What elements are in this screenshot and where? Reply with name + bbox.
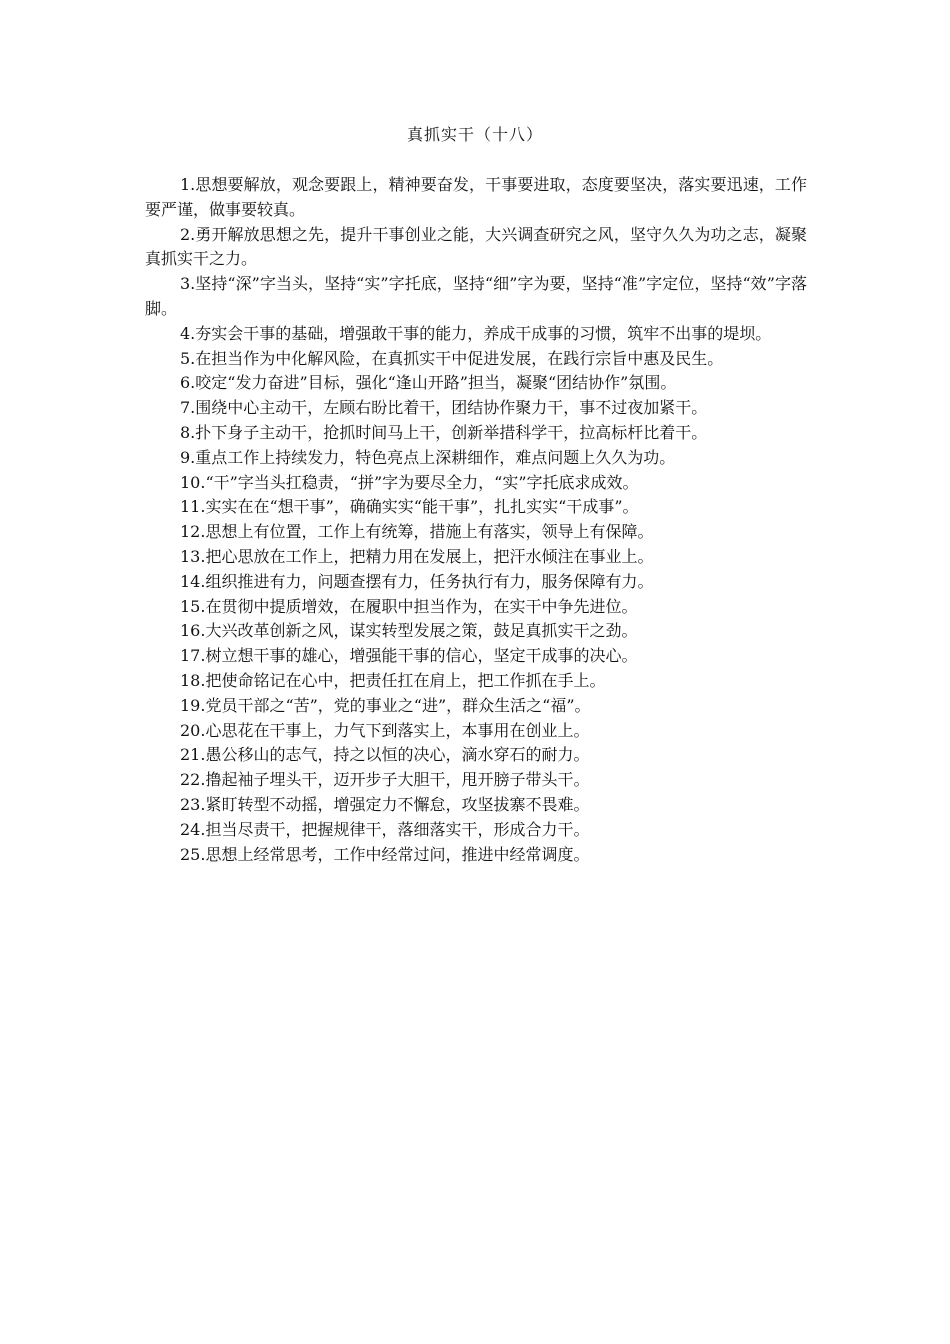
item-list: [145, 173, 807, 867]
list-item: 8.扑下身子主动干，抢抓时间马上干，创新举措科学干，拉高标杆比着干。: [180, 422, 708, 442]
list-item: 14.组织推进有力，问题查摆有力，任务执行有力，服务保障有力。: [180, 571, 654, 591]
list-item: 10.“干”字当头扛稳责，“拼”字为要尽全力，“实”字托底求成效。: [180, 472, 639, 492]
list-item: 13.把心思放在工作上，把精力用在发展上，把汗水倾注在事业上。: [180, 546, 654, 566]
list-item: 25.思想上经常思考，工作中经常过问，推进中经常调度。: [180, 844, 590, 864]
list-item: 9.重点工作上持续发力，特色亮点上深耕细作，难点问题上久久为功。: [180, 447, 676, 467]
list-item: 24.担当尽责干，把握规律干，落细落实干，形成合力干。: [180, 819, 590, 839]
list-item: 17.树立想干事的雄心，增强能干事的信心，坚定干成事的决心。: [180, 646, 638, 666]
list-item: 2.勇开解放思想之先，提升干事创业之能，大兴调查研究之风，坚守久久为功之志，凝聚真抓实干之力。: [145, 224, 807, 269]
list-item: 6.咬定“发力奋进”目标，强化“逢山开路”担当，凝聚“团结协作”氛围。: [180, 373, 677, 393]
list-item: 20.心思花在干事上，力气下到落实上，本事用在创业上。: [180, 720, 590, 740]
list-item: 11.实实在在“想干事”，确确实实“能干事”，扎扎实实“干成事”。: [180, 497, 639, 517]
list-item: 18.把使命铭记在心中，把责任扛在肩上，把工作抓在手上。: [180, 670, 606, 690]
list-item: 19.党员干部之“苦”，党的事业之“进”，群众生活之“福”。: [180, 695, 591, 715]
list-item: 12.思想上有位置，工作上有统筹，措施上有落实，领导上有保障。: [180, 522, 654, 542]
document-title: 真抓实干（十八）: [406, 125, 543, 144]
list-item: 16.大兴改革创新之风，谋实转型发展之策，鼓足真抓实干之劲。: [180, 621, 638, 641]
list-item: 1.思想要解放，观念要跟上，精神要奋发，干事要进取，态度要坚决，落实要迅速，工作要严谨，做事要较真。: [145, 175, 807, 219]
list-item: 4.夯实会干事的基础，增强敢干事的能力，养成干成事的习惯，筑牢不出事的堤坝。: [180, 323, 772, 343]
list-item: 3.坚持“深”字当头，坚持“实”字托底，坚持“细”字为要，坚持“准”字定位，坚持“效”字落脚。: [145, 274, 807, 318]
list-item: 15.在贯彻中提质增效，在履职中担当作为，在实干中争先进位。: [180, 596, 638, 616]
list-item: 23.紧盯转型不动摇，增强定力不懈怠，攻坚拔寨不畏难。: [180, 794, 590, 814]
list-item: 21.愚公移山的志气，持之以恒的决心，滴水穿石的耐力。: [180, 745, 590, 765]
list-item: 22.撸起袖子埋头干，迈开步子大胆干，甩开膀子带头干。: [180, 770, 590, 790]
list-item: 5.在担当作为中化解风险，在真抓实干中促进发展，在践行宗旨中惠及民生。: [180, 348, 724, 368]
list-item: 7.围绕中心主动干，左顾右盼比着干，团结协作聚力干，事不过夜加紧干。: [180, 398, 708, 418]
